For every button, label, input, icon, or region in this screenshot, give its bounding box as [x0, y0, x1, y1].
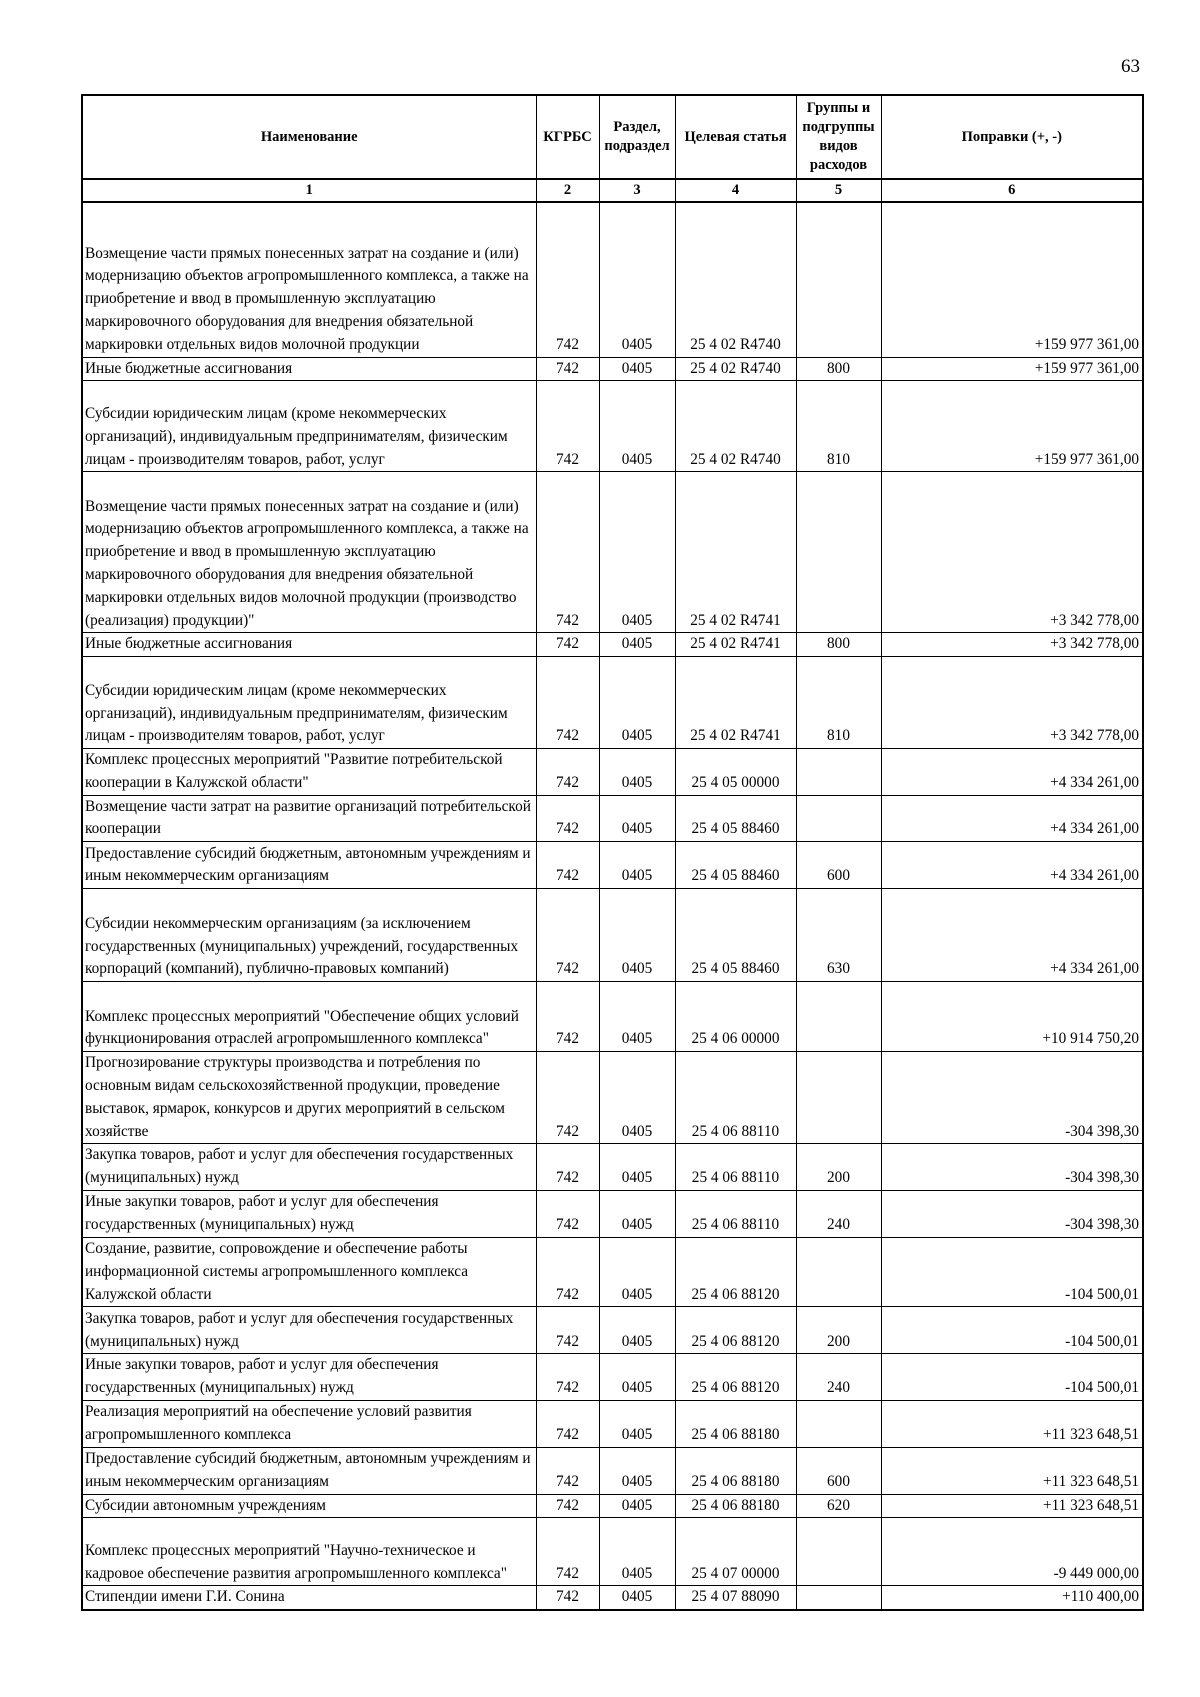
row-name: Иные бюджетные ассигнования [82, 633, 536, 657]
row-name: Закупка товаров, работ и услуг для обеспечения государственных (муниципальных) нужд [82, 1144, 536, 1191]
row-amount: -104 500,01 [881, 1307, 1143, 1354]
column-number: 5 [796, 179, 881, 202]
row-group: 200 [796, 1144, 881, 1191]
row-amount: -304 398,30 [881, 1144, 1143, 1191]
row-group: 240 [796, 1191, 881, 1238]
row-name: Возмещение части прямых понесенных затрат на создание и (или) модернизацию объектов агропромышленного комплекса, а также на приобретение и ввод в промышленную эксплуатацию маркировочного оборудования для внедрения обязательной маркировки отдельных видов молочной продукции [82, 202, 536, 357]
row-kgrbs: 742 [536, 657, 599, 749]
row-section: 0405 [599, 1191, 675, 1238]
header-section: Раздел, подраздел [599, 95, 675, 179]
row-amount: +4 334 261,00 [881, 795, 1143, 842]
row-kgrbs: 742 [536, 842, 599, 889]
row-group: 810 [796, 381, 881, 472]
header-target: Целевая статья [675, 95, 796, 179]
table-row [82, 381, 1143, 472]
row-name: Прогнозирование структуры производства и потребления по основным видам сельскохозяйственной продукции, проведение выставок, ярмарок, конкурсов и других мероприятий в сельском хозяйстве [82, 1052, 536, 1144]
row-target: 25 4 06 88120 [675, 1354, 796, 1401]
row-name: Субсидии юридическим лицам (кроме некоммерческих организаций), индивидуальным предпринимателям, физическим лицам - производителям товаров, работ, услуг [82, 381, 536, 472]
table-row [82, 1354, 1143, 1401]
row-kgrbs: 742 [536, 1052, 599, 1144]
column-number: 3 [599, 179, 675, 202]
row-target: 25 4 06 88180 [675, 1401, 796, 1448]
table-row [82, 1494, 1143, 1518]
table-row [82, 472, 1143, 633]
row-name: Предоставление субсидий бюджетным, автономным учреждениям и иным некоммерческим организациям [82, 1447, 536, 1494]
row-section: 0405 [599, 202, 675, 357]
header-name: Наименование [82, 95, 536, 179]
row-group: 600 [796, 842, 881, 889]
row-amount: -304 398,30 [881, 1191, 1143, 1238]
row-group [796, 1052, 881, 1144]
row-kgrbs: 742 [536, 472, 599, 633]
row-target: 25 4 06 88110 [675, 1052, 796, 1144]
row-group [796, 982, 881, 1052]
row-kgrbs: 742 [536, 1401, 599, 1448]
row-amount: +3 342 778,00 [881, 657, 1143, 749]
row-amount: +4 334 261,00 [881, 889, 1143, 982]
row-group: 200 [796, 1307, 881, 1354]
table-row [82, 1191, 1143, 1238]
table-row [82, 1401, 1143, 1448]
header-kgrbs: КГРБС [536, 95, 599, 179]
row-kgrbs: 742 [536, 749, 599, 796]
row-group [796, 202, 881, 357]
table-row [82, 1307, 1143, 1354]
row-group: 810 [796, 657, 881, 749]
row-group: 800 [796, 357, 881, 381]
row-kgrbs: 742 [536, 381, 599, 472]
table-row [82, 795, 1143, 842]
row-kgrbs: 742 [536, 1354, 599, 1401]
row-kgrbs: 742 [536, 1144, 599, 1191]
table-row [82, 202, 1143, 357]
row-name: Субсидии некоммерческим организациям (за исключением государственных (муниципальных) учреждений, государственных корпораций (компаний), публично-правовых компаний) [82, 889, 536, 982]
budget-amendments-table [81, 94, 1144, 1611]
row-name: Создание, развитие, сопровождение и обеспечение работы информационной системы агропромышленного комплекса Калужской области [82, 1238, 536, 1307]
table-row [82, 1447, 1143, 1494]
row-section: 0405 [599, 472, 675, 633]
row-kgrbs: 742 [536, 357, 599, 381]
row-section: 0405 [599, 889, 675, 982]
row-target: 25 4 02 R4741 [675, 657, 796, 749]
row-group [796, 749, 881, 796]
row-section: 0405 [599, 657, 675, 749]
row-name: Субсидии юридическим лицам (кроме некоммерческих организаций), индивидуальным предпринимателям, физическим лицам - производителям товаров, работ, услуг [82, 657, 536, 749]
row-name: Закупка товаров, работ и услуг для обеспечения государственных (муниципальных) нужд [82, 1307, 536, 1354]
row-group [796, 1401, 881, 1448]
row-section: 0405 [599, 749, 675, 796]
column-number: 1 [82, 179, 536, 202]
row-group [796, 1586, 881, 1610]
row-kgrbs: 742 [536, 795, 599, 842]
row-group: 240 [796, 1354, 881, 1401]
table-row [82, 633, 1143, 657]
row-amount: +159 977 361,00 [881, 381, 1143, 472]
table-row [82, 982, 1143, 1052]
column-number: 2 [536, 179, 599, 202]
row-name: Реализация мероприятий на обеспечение условий развития агропромышленного комплекса [82, 1401, 536, 1448]
table-row [82, 1238, 1143, 1307]
row-name: Иные закупки товаров, работ и услуг для обеспечения государственных (муниципальных) нужд [82, 1354, 536, 1401]
row-amount: -304 398,30 [881, 1052, 1143, 1144]
row-amount: -9 449 000,00 [881, 1518, 1143, 1586]
row-target: 25 4 06 88120 [675, 1307, 796, 1354]
row-target: 25 4 07 88090 [675, 1586, 796, 1610]
row-name: Стипендии имени Г.И. Сонина [82, 1586, 536, 1610]
row-name: Иные закупки товаров, работ и услуг для обеспечения государственных (муниципальных) нужд [82, 1191, 536, 1238]
row-amount: -104 500,01 [881, 1354, 1143, 1401]
row-group: 800 [796, 633, 881, 657]
row-name: Комплекс процессных мероприятий "Научно-техническое и кадровое обеспечение развития агропромышленного комплекса" [82, 1518, 536, 1586]
row-name: Возмещение части затрат на развитие организаций потребительской кооперации [82, 795, 536, 842]
row-section: 0405 [599, 982, 675, 1052]
row-kgrbs: 742 [536, 633, 599, 657]
column-number-row [82, 179, 1143, 202]
row-amount: +159 977 361,00 [881, 202, 1143, 357]
row-section: 0405 [599, 1238, 675, 1307]
row-section: 0405 [599, 1052, 675, 1144]
row-name: Субсидии автономным учреждениям [82, 1494, 536, 1518]
row-group: 630 [796, 889, 881, 982]
row-amount: +11 323 648,51 [881, 1494, 1143, 1518]
row-section: 0405 [599, 1447, 675, 1494]
header-groups: Группы и подгруппы видов расходов [796, 95, 881, 179]
row-amount: +11 323 648,51 [881, 1447, 1143, 1494]
row-kgrbs: 742 [536, 1307, 599, 1354]
row-target: 25 4 06 88120 [675, 1238, 796, 1307]
row-group [796, 1518, 881, 1586]
row-kgrbs: 742 [536, 1447, 599, 1494]
row-amount: +3 342 778,00 [881, 472, 1143, 633]
table-row [82, 657, 1143, 749]
row-target: 25 4 06 88180 [675, 1447, 796, 1494]
column-number: 4 [675, 179, 796, 202]
row-kgrbs: 742 [536, 1518, 599, 1586]
row-section: 0405 [599, 1494, 675, 1518]
row-target: 25 4 05 88460 [675, 889, 796, 982]
row-kgrbs: 742 [536, 982, 599, 1052]
row-amount: +11 323 648,51 [881, 1401, 1143, 1448]
table-row [82, 1518, 1143, 1586]
row-section: 0405 [599, 842, 675, 889]
row-name: Комплекс процессных мероприятий "Обеспечение общих условий функционирования отраслей агропромышленного комплекса" [82, 982, 536, 1052]
row-target: 25 4 02 R4740 [675, 357, 796, 381]
row-section: 0405 [599, 1307, 675, 1354]
row-target: 25 4 02 R4741 [675, 633, 796, 657]
row-kgrbs: 742 [536, 1494, 599, 1518]
row-section: 0405 [599, 1401, 675, 1448]
table-row [82, 1586, 1143, 1610]
header-amendments: Поправки (+, -) [881, 95, 1143, 179]
row-target: 25 4 06 88180 [675, 1494, 796, 1518]
row-amount: +10 914 750,20 [881, 982, 1143, 1052]
table-row [82, 1144, 1143, 1191]
row-target: 25 4 05 88460 [675, 842, 796, 889]
row-kgrbs: 742 [536, 1586, 599, 1610]
row-section: 0405 [599, 381, 675, 472]
table-row [82, 1052, 1143, 1144]
table-row [82, 889, 1143, 982]
row-kgrbs: 742 [536, 202, 599, 357]
row-kgrbs: 742 [536, 1238, 599, 1307]
row-amount: -104 500,01 [881, 1238, 1143, 1307]
row-target: 25 4 02 R4741 [675, 472, 796, 633]
row-section: 0405 [599, 1518, 675, 1586]
row-section: 0405 [599, 633, 675, 657]
table-row [82, 357, 1143, 381]
row-section: 0405 [599, 1586, 675, 1610]
row-section: 0405 [599, 1144, 675, 1191]
row-section: 0405 [599, 357, 675, 381]
row-name: Возмещение части прямых понесенных затрат на создание и (или) модернизацию объектов агропромышленного комплекса, а также на приобретение и ввод в промышленную эксплуатацию маркировочного оборудования для внедрения обязательной маркировки отдельных видов молочной продукции (производство (реализация) продукции)" [82, 472, 536, 633]
row-amount: +4 334 261,00 [881, 842, 1143, 889]
row-amount: +4 334 261,00 [881, 749, 1143, 796]
row-target: 25 4 05 88460 [675, 795, 796, 842]
row-kgrbs: 742 [536, 1191, 599, 1238]
table-row [82, 842, 1143, 889]
row-amount: +3 342 778,00 [881, 633, 1143, 657]
row-name: Комплекс процессных мероприятий "Развитие потребительской кооперации в Калужской области" [82, 749, 536, 796]
row-target: 25 4 02 R4740 [675, 202, 796, 357]
row-group [796, 472, 881, 633]
row-group: 620 [796, 1494, 881, 1518]
row-kgrbs: 742 [536, 889, 599, 982]
row-target: 25 4 02 R4740 [675, 381, 796, 472]
table-row [82, 749, 1143, 796]
page-number: 63 [1121, 56, 1140, 77]
row-section: 0405 [599, 1354, 675, 1401]
row-section: 0405 [599, 795, 675, 842]
row-amount: +159 977 361,00 [881, 357, 1143, 381]
row-target: 25 4 05 00000 [675, 749, 796, 796]
row-group [796, 1238, 881, 1307]
column-number: 6 [881, 179, 1143, 202]
header-row [82, 95, 1143, 179]
row-target: 25 4 07 00000 [675, 1518, 796, 1586]
row-name: Иные бюджетные ассигнования [82, 357, 536, 381]
row-group [796, 795, 881, 842]
row-target: 25 4 06 88110 [675, 1191, 796, 1238]
row-name: Предоставление субсидий бюджетным, автономным учреждениям и иным некоммерческим организациям [82, 842, 536, 889]
row-target: 25 4 06 88110 [675, 1144, 796, 1191]
row-amount: +110 400,00 [881, 1586, 1143, 1610]
row-group: 600 [796, 1447, 881, 1494]
row-target: 25 4 06 00000 [675, 982, 796, 1052]
